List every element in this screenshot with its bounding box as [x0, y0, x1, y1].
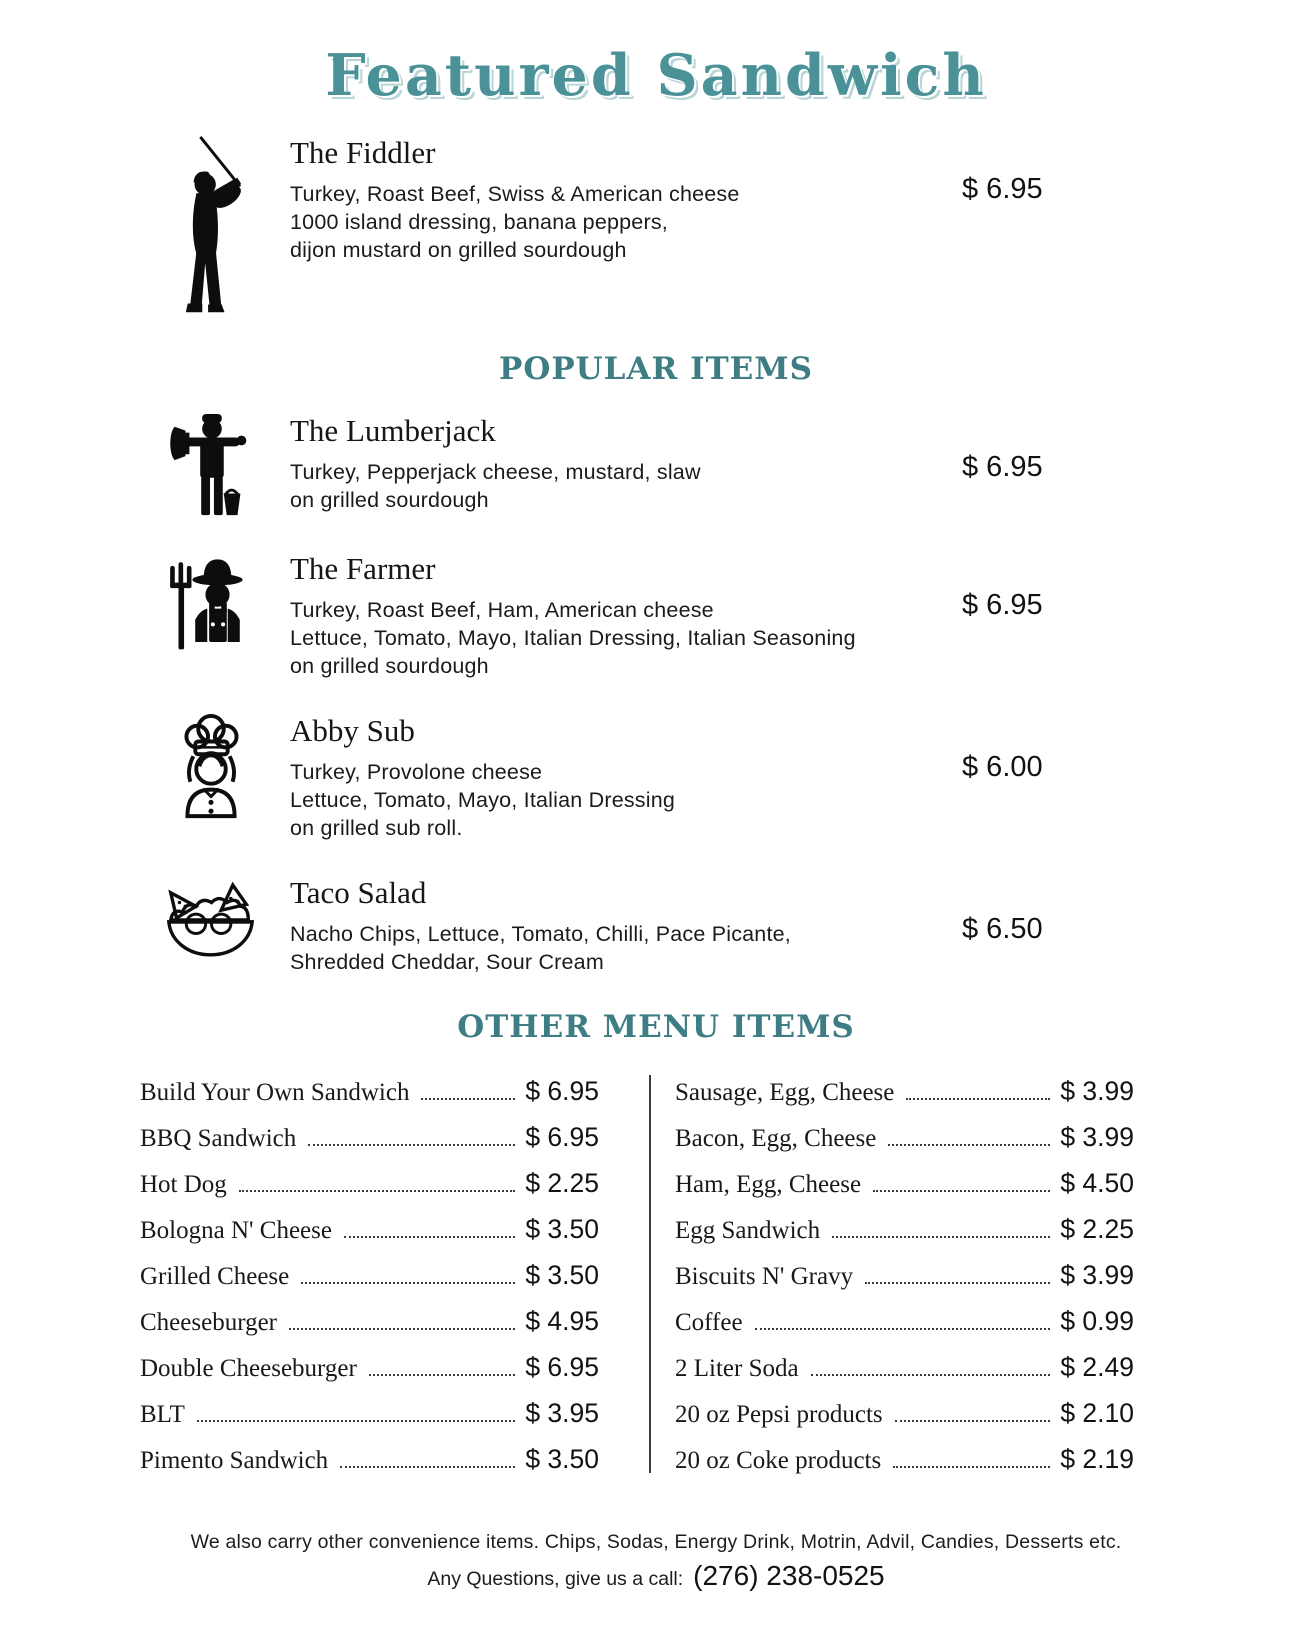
menu-item-taco-salad	[163, 875, 1067, 977]
dotted-leader	[895, 1420, 1051, 1422]
menu-row	[140, 1207, 599, 1253]
menu-item-price: $ 2.25	[1060, 1213, 1134, 1244]
item-desc-line: 1000 island dressing, banana peppers,	[290, 209, 668, 234]
menu-row	[140, 1161, 599, 1207]
item-name: Abby Sub	[290, 712, 415, 748]
menu-item-price: $ 0.99	[1060, 1305, 1134, 1336]
dotted-leader	[755, 1328, 1051, 1330]
menu-item-farmer	[163, 551, 1067, 681]
menu-item-name: Ham, Egg, Cheese	[675, 1170, 862, 1198]
lumberjack-icon	[163, 413, 258, 519]
other-menu-right-list	[675, 1069, 1134, 1483]
menu-row	[140, 1299, 599, 1345]
featured-section	[0, 135, 1312, 319]
dotted-leader	[893, 1466, 1050, 1468]
menu-item-price: $ 3.99	[1060, 1259, 1134, 1290]
menu-row	[140, 1345, 599, 1391]
item-desc-line: on grilled sourdough	[290, 487, 489, 512]
menu-row	[675, 1253, 1134, 1299]
section-heading-other: OTHER MENU ITEMS	[457, 1008, 855, 1045]
dotted-leader	[308, 1144, 515, 1146]
dotted-leader	[344, 1236, 515, 1238]
menu-item-name: Egg Sandwich	[675, 1216, 821, 1244]
menu-item-price: $ 6.95	[525, 1121, 599, 1152]
dotted-leader	[289, 1328, 515, 1330]
menu-item-price: $ 6.95	[525, 1075, 599, 1106]
chef-woman-icon	[163, 713, 258, 823]
dotted-leader	[301, 1282, 515, 1284]
item-desc-line: Shredded Cheddar, Sour Cream	[290, 949, 604, 974]
dotted-leader	[888, 1144, 1050, 1146]
section-heading-popular: POPULAR ITEMS	[499, 351, 813, 387]
item-desc-line: Lettuce, Tomato, Mayo, Italian Dressing, Italian Seasoning	[290, 625, 856, 650]
other-menu-left-list	[140, 1069, 599, 1483]
menu-item-abby-sub	[163, 713, 1067, 843]
dotted-leader	[865, 1282, 1050, 1284]
item-text	[290, 135, 962, 265]
dotted-leader	[873, 1190, 1050, 1192]
menu-row	[140, 1391, 599, 1437]
farmer-icon	[163, 551, 258, 655]
item-desc-line: Turkey, Provolone cheese	[290, 759, 543, 784]
dotted-leader	[906, 1098, 1050, 1100]
menu-item-name: 20 oz Pepsi products	[675, 1400, 883, 1428]
item-text	[290, 875, 962, 977]
menu-item-name: Hot Dog	[140, 1170, 227, 1198]
menu-item-name: Pimento Sandwich	[140, 1446, 329, 1474]
footer-call-prompt: Any Questions, give us a call:	[427, 1567, 684, 1590]
item-text	[290, 713, 962, 843]
item-desc-line: Lettuce, Tomato, Mayo, Italian Dressing	[290, 787, 676, 812]
menu-item-fiddler	[163, 135, 1067, 319]
dotted-leader	[239, 1190, 516, 1192]
menu-item-price: $ 2.25	[525, 1167, 599, 1198]
menu-item-price: $ 3.50	[525, 1213, 599, 1244]
item-desc-line: Turkey, Roast Beef, Swiss & American cheese	[290, 182, 740, 206]
item-text	[290, 413, 962, 515]
menu-row	[675, 1161, 1134, 1207]
menu-item-name: Double Cheeseburger	[140, 1354, 357, 1382]
menu-item-lumberjack	[163, 413, 1067, 519]
item-name: The Farmer	[290, 551, 436, 586]
menu-item-name: Grilled Cheese	[140, 1262, 290, 1290]
menu-row	[675, 1115, 1134, 1161]
menu-item-price: $ 3.50	[525, 1259, 599, 1290]
dotted-leader	[369, 1374, 515, 1376]
menu-item-price: $ 3.99	[1060, 1075, 1134, 1106]
menu-row	[675, 1437, 1134, 1483]
menu-row	[140, 1115, 599, 1161]
menu-row	[675, 1299, 1134, 1345]
dotted-leader	[421, 1098, 515, 1100]
menu-row	[140, 1069, 599, 1115]
menu-item-price: $ 2.49	[1060, 1351, 1134, 1382]
menu-item-name: Sausage, Egg, Cheese	[675, 1078, 895, 1106]
menu-item-name: 2 Liter Soda	[675, 1354, 799, 1382]
item-desc-line: Nacho Chips, Lettuce, Tomato, Chilli, Pace Picante,	[290, 921, 791, 946]
fiddler-icon	[163, 135, 258, 319]
menu-item-price: $ 3.95	[525, 1397, 599, 1428]
column-divider	[649, 1075, 651, 1473]
footer-phone-number: (276) 238-0525	[693, 1559, 885, 1591]
item-name: The Lumberjack	[290, 413, 496, 448]
item-desc-line: Turkey, Roast Beef, Ham, American cheese	[290, 598, 714, 622]
menu-item-price: $ 3.50	[525, 1443, 599, 1474]
item-desc-line: Turkey, Pepperjack cheese, mustard, slaw	[290, 460, 701, 484]
item-desc-line: on grilled sourdough	[290, 653, 489, 678]
item-desc-line: dijon mustard on grilled sourdough	[290, 237, 627, 262]
menu-item-price: $ 4.95	[525, 1305, 599, 1336]
menu-item-name: BBQ Sandwich	[140, 1124, 297, 1152]
dotted-leader	[811, 1374, 1051, 1376]
taco-salad-icon	[163, 875, 258, 961]
menu-row	[140, 1437, 599, 1483]
footer-note: We also carry other convenience items. Chips, Sodas, Energy Drink, Motrin, Advil, Candies, Desserts etc.	[190, 1530, 1122, 1553]
menu-item-name: BLT	[140, 1400, 185, 1428]
item-price: $ 6.95	[962, 589, 1043, 621]
page-title: Featured Sandwich	[325, 42, 987, 109]
menu-item-price: $ 6.95	[525, 1351, 599, 1382]
menu-item-name: 20 oz Coke products	[675, 1446, 882, 1474]
footer-call-line	[0, 1560, 1312, 1592]
item-price: $ 6.00	[962, 750, 1043, 783]
other-menu-columns	[140, 1069, 1134, 1483]
dotted-leader	[832, 1236, 1050, 1238]
menu-item-name: Build Your Own Sandwich	[140, 1078, 410, 1106]
item-price: $ 6.95	[962, 173, 1043, 205]
item-text	[290, 551, 962, 681]
menu-row	[140, 1253, 599, 1299]
menu-row	[675, 1207, 1134, 1253]
menu-row	[675, 1345, 1134, 1391]
menu-item-price: $ 2.19	[1060, 1443, 1134, 1474]
menu-item-price: $ 2.10	[1060, 1397, 1134, 1428]
item-name: The Fiddler	[290, 135, 436, 170]
item-desc-line: on grilled sub roll.	[290, 815, 463, 840]
menu-item-price: $ 3.99	[1060, 1121, 1134, 1152]
menu-item-name: Coffee	[675, 1308, 743, 1336]
menu-row	[675, 1069, 1134, 1115]
item-name: Taco Salad	[290, 874, 427, 910]
item-price: $ 6.50	[962, 912, 1043, 945]
item-price: $ 6.95	[962, 451, 1043, 483]
menu-item-name: Biscuits N' Gravy	[675, 1262, 854, 1290]
menu-item-name: Cheeseburger	[140, 1308, 277, 1336]
dotted-leader	[340, 1466, 515, 1468]
menu-item-price: $ 4.50	[1060, 1167, 1134, 1198]
menu-item-name: Bologna N' Cheese	[140, 1216, 332, 1244]
menu-item-name: Bacon, Egg, Cheese	[675, 1124, 877, 1152]
footer	[0, 1531, 1312, 1592]
menu-row	[675, 1391, 1134, 1437]
dotted-leader	[197, 1420, 515, 1422]
